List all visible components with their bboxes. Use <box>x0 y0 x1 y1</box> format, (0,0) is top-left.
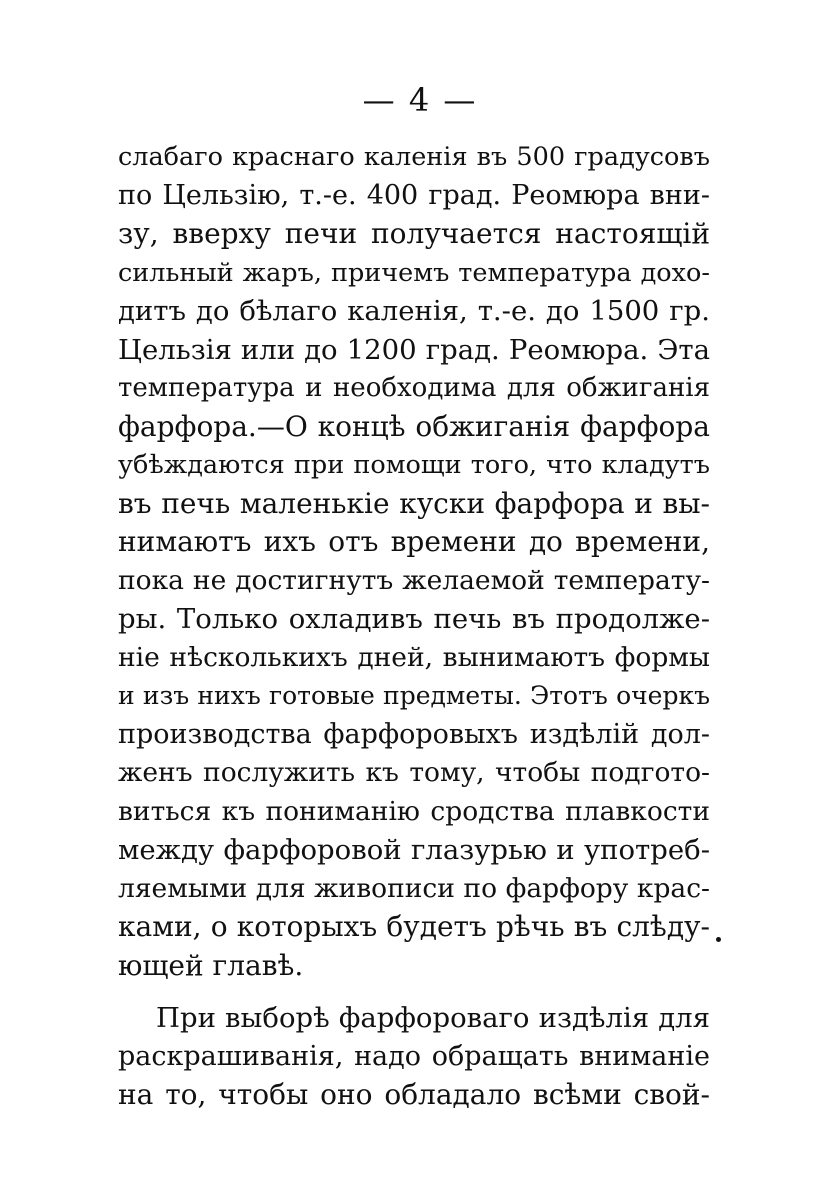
text-line: производства фарфоровыхъ издѣлій дол- <box>118 718 710 750</box>
text-line: сильный жаръ, причемъ температура дохо- <box>118 257 710 288</box>
text-line: въ печь маленькіе куски фарфора и вы- <box>118 486 710 520</box>
text-line: слабаго краснаго каленія въ 500 градусовъ <box>118 142 710 172</box>
text-line: температура и необходима для обжиганія <box>118 373 710 403</box>
text-line: Цельзія или до 1200 град. Реомюра. Эта <box>118 333 710 366</box>
text-line: ляемыми для живописи по фарфору крас- <box>118 872 710 904</box>
text-line: фарфора.—О концѣ обжиганія фарфора <box>118 409 710 443</box>
text-line: дитъ до бѣлаго каленія, т.-е. до 1500 гр. <box>118 295 710 327</box>
text-line: ющей главѣ. <box>118 948 304 982</box>
text-line: по Цельзію, т.-е. 400 град. Реомюра вни- <box>118 179 710 211</box>
text-line: между фарфоровой глазурью и употреб- <box>118 834 710 866</box>
text-line: ками, о которыхъ будетъ рѣчь въ слѣду- <box>118 910 710 943</box>
stray-mark <box>716 937 721 942</box>
paragraph-gap <box>118 985 710 999</box>
text-line: на то, чтобы оно обладало всѣми свой- <box>118 1078 710 1111</box>
text-line: зу, вверху печи получается настоящій <box>118 217 710 250</box>
text-line: пока не достигнутъ желаемой температу- <box>118 564 710 596</box>
text-line: виться къ пониманію сродства плавкости <box>118 795 710 827</box>
text-line: и изъ нихъ готовые предметы. Этотъ очеркъ <box>118 681 710 710</box>
text-line: ніе нѣсколькихъ дней, вынимаютъ формы <box>118 641 710 673</box>
paragraph <box>118 999 710 1115</box>
paragraph <box>118 138 710 985</box>
text-line: убѣждаются при помощи того, что кладутъ <box>118 450 710 480</box>
page-number: — 4 — <box>362 81 478 119</box>
text-line: женъ послужить къ тому, чтобы подгото- <box>118 757 710 788</box>
text-line: ры. Только охладивъ печь въ продолже- <box>118 603 710 635</box>
text-line: При выборѣ фарфороваго издѣлія для <box>156 1002 710 1034</box>
body-text <box>118 138 710 1115</box>
text-line: нимаютъ ихъ отъ времени до времени, <box>118 525 710 558</box>
text-line: раскрашиванія, надо обращать вниманіе <box>118 1040 710 1072</box>
